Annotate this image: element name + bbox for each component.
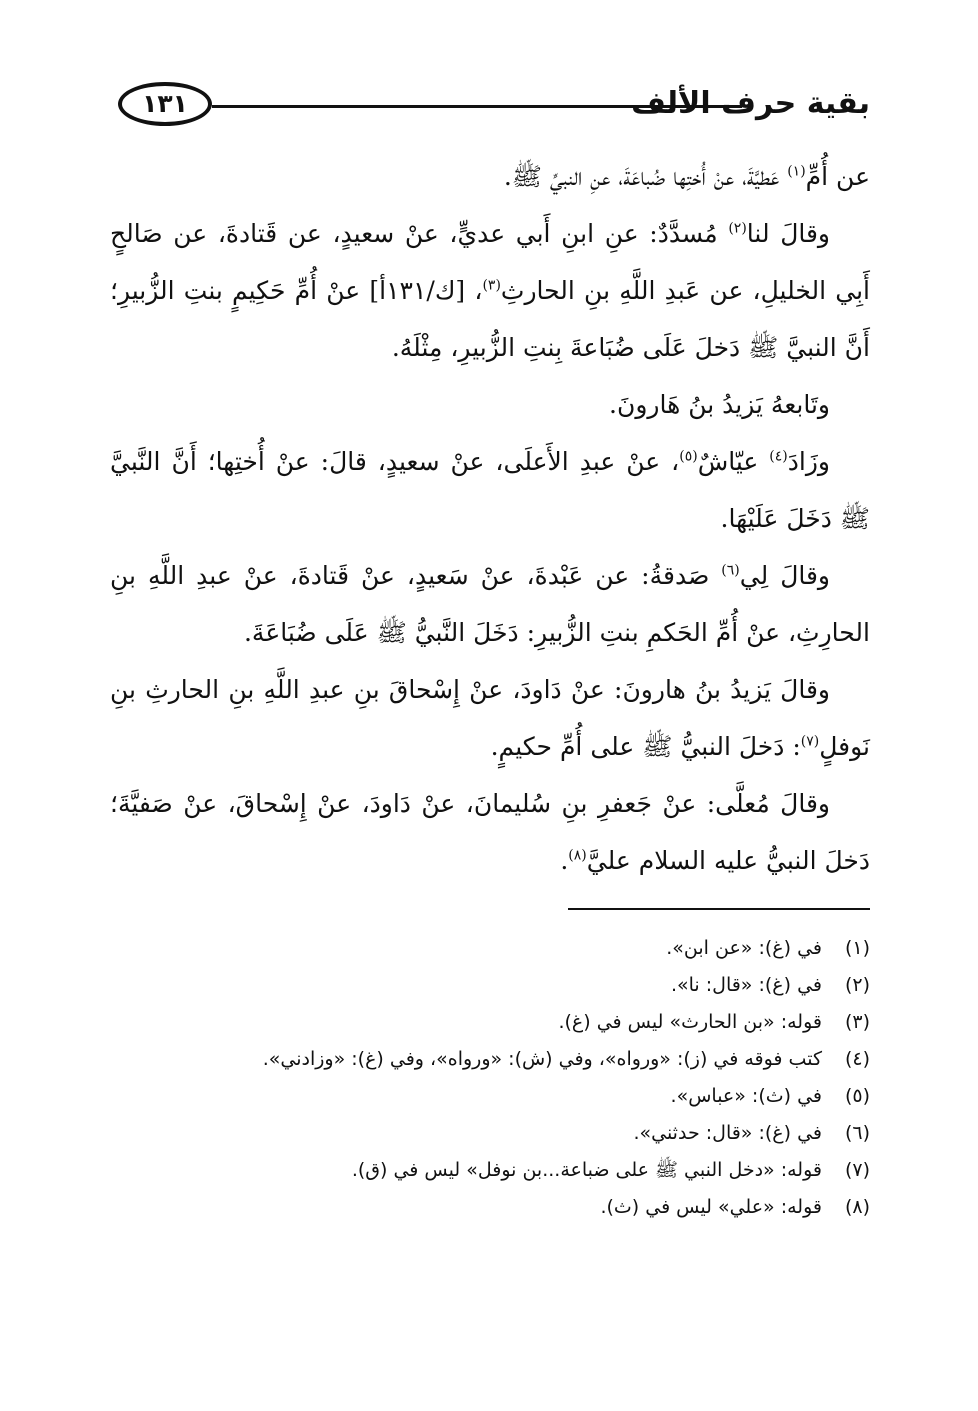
paragraph (110, 661, 870, 775)
footnotes-list (110, 930, 870, 1226)
page-header (118, 78, 870, 142)
running-head: بقية حرف الألف (631, 86, 870, 121)
paragraph-text: عيّاشٌ (697, 447, 770, 476)
paragraph-text: وقالَ لِي (739, 561, 830, 590)
footnote (110, 1115, 870, 1152)
footnote-number: (٣) (844, 1011, 870, 1033)
footnote-text: كتب فوقه في (ز): «ورواه»، وفي (ش): «ورواه»، وفي (غ): «وزادني». (262, 1048, 822, 1070)
footnote-text: في (غ): «قال: حدثني». (633, 1122, 822, 1144)
footnote-number: (٤) (844, 1048, 870, 1070)
footnote (110, 1152, 870, 1189)
footnote (110, 930, 870, 967)
paragraph-text: عَطيَّةَ، عنْ أُختِها ضُباعَةَ، عنِ النبيِّ ﷺ. (503, 162, 788, 191)
footnote (110, 1189, 870, 1226)
footnote (110, 967, 870, 1004)
footnote-reference: (٥) (679, 448, 698, 465)
paragraph-text: عن أُمِّ (805, 162, 870, 191)
footnote-reference: (٧) (800, 733, 820, 750)
footnote-reference: (٢) (728, 220, 747, 237)
paragraph-text: ، عنْ عبدِ الأَعلَى، عنْ سعيدٍ، قالَ: عنْ أُختِها؛ أَنَّ النَّبيَّ ﷺ دَخَلَ عَلَيْهَا. (110, 447, 870, 533)
paragraph-text: : دَخلَ النبيُّ ﷺ على أُمِّ حكيمٍ. (490, 732, 801, 761)
footnote (110, 1004, 870, 1041)
page-number: ١٣١ (118, 82, 212, 126)
footnote-reference: (٤) (769, 448, 788, 465)
footnote-number: (١) (844, 937, 870, 959)
paragraph (110, 205, 870, 376)
paragraph-text: . (560, 846, 569, 875)
paragraph-text: صَدقةُ: عن عَبْدةَ، عنْ سَعيدٍ، عنْ قَتادةَ، عنْ عبدِ اللَّهِ بنِ الحارِثِ، عنْ أُمِّ الحَكمِ بنتِ الزُّبيرِ: دَخَلَ النَّبيُّ ﷺ عَلَى ضُبَاعَةَ. (110, 561, 870, 647)
footnote-text: قوله: «علي» ليس في (ث). (600, 1196, 822, 1218)
paragraph (110, 547, 870, 661)
paragraph (110, 376, 870, 433)
footnote-number: (٢) (844, 974, 870, 996)
paragraph-text: وقالَ مُعلَّى: عنْ جَعفرِ بنِ سُليمانَ، عنْ دَاودَ، عنْ إِسْحاقَ، عنْ صَفيَّةَ؛ دَخلَ النبيُّ عليه السلام عليَّ (110, 789, 870, 875)
footnote-text: قوله: «بن الحارث» ليس في (غ). (558, 1011, 822, 1033)
footnote-number: (٦) (844, 1122, 870, 1144)
paragraph-text: ، [ك/١٣١أ] عنْ أُمِّ حَكِيمٍ بنتِ الزُّبيرِ؛ أَنَّ النبيَّ ﷺ دَخلَ عَلَى ضُبَاعةَ بِنتِ الزُّبيرِ، مِثْلَهُ. (110, 276, 870, 362)
paragraph (110, 433, 870, 547)
footnote-number: (٨) (844, 1196, 870, 1218)
footnote-separator (568, 908, 870, 910)
paragraph (110, 148, 870, 205)
paragraph-text: وزَادَ (787, 447, 830, 476)
paragraph-text: وتَابعهُ يَزيدُ بنُ هَارونَ. (609, 390, 830, 419)
footnote-reference: (٣) (482, 277, 501, 294)
paragraph-text: وقالَ لنا (746, 219, 831, 248)
footnote-number: (٧) (844, 1159, 870, 1181)
footnote-number: (٥) (844, 1085, 870, 1107)
footnote-text: في (غ): «قال: نا». (670, 974, 822, 996)
paragraph (110, 775, 870, 889)
footnote-reference: (٨) (568, 847, 587, 864)
footnote (110, 1078, 870, 1115)
main-text (110, 148, 870, 889)
paragraph-text: وقالَ يَزيدُ بنُ هارونَ: عنْ دَاودَ، عنْ إِسْحاقَ بنِ عبدِ اللَّهِ بنِ الحارثِ بنِ نَوفلٍ (110, 675, 870, 761)
footnote-reference: (١) (787, 163, 806, 180)
footnote-reference: (٦) (721, 562, 740, 579)
footnote-text: في (غ): «عن ابن». (666, 937, 822, 959)
footnote-text: قوله: «دخل النبي ﷺ على ضباعة...بن نوفل» ليس في (ق). (351, 1159, 822, 1181)
footnote-text: في (ث): «عباس». (670, 1085, 822, 1107)
footnote (110, 1041, 870, 1078)
paragraph-text: مُسدَّدٌ: عنِ ابنِ أَبي عديٍّ، عنْ سعيدٍ، عن قَتادةَ، عن صَالحٍ أَبِي الخليلِ، عن عَبدِ اللَّهِ بنِ الحارثِ (110, 219, 870, 305)
